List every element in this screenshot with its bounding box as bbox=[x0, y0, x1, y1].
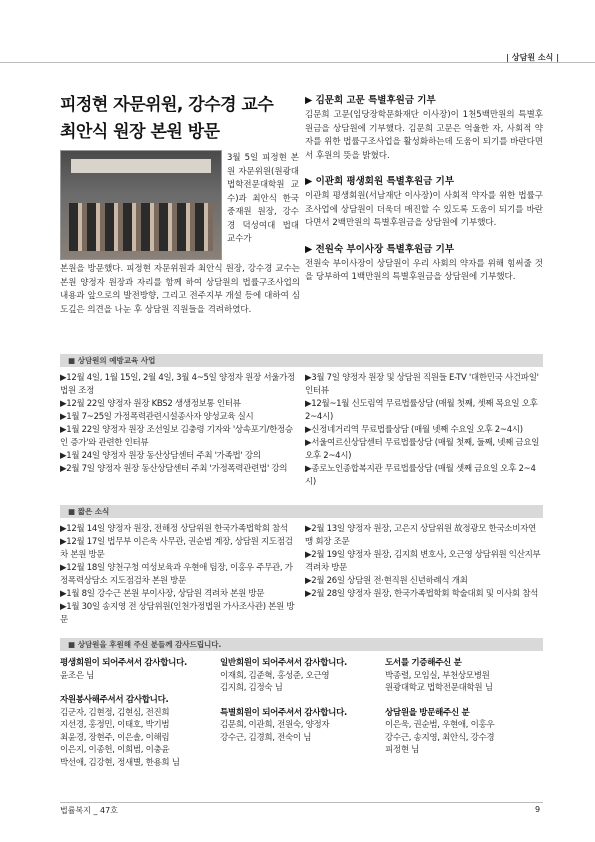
news-body: 이관희 평생회원(서남재단 이사장)이 사회적 약자를 위한 법률구조사업에 상담원이 더욱더 매진할 수 있도록 도움이 되기를 바란다면서 2백만원의 특별후원금을 상담원에 기부했다. bbox=[305, 191, 543, 228]
list-item: ▶1월 24일 양정자 원장 동산상담센터 주최 '가족법' 강의 bbox=[60, 451, 261, 461]
news-item bbox=[305, 173, 543, 231]
thanks-names: 윤조은 님 bbox=[60, 670, 95, 681]
section-label: ■ 짧은 소식 bbox=[68, 507, 110, 516]
section-label: ■ 상담원의 예방교육 사업 bbox=[68, 356, 156, 365]
news-item bbox=[305, 241, 543, 285]
list-item: ▶12월 18일 양천구청 여성보육과 우현애 팀장, 이홍우 주무관, 가정폭력상담소 지도점검차 본원 방문 bbox=[60, 563, 293, 586]
header-rule bbox=[0, 62, 595, 63]
thanks-col-3 bbox=[385, 657, 543, 757]
list-item: ▶2월 28일 양정자 원장, 한국가족법학회 학술대회 및 이사회 참석 bbox=[305, 589, 539, 599]
list-item: ▶12월 22일 양정자 원장 KBS2 생생정보통 인터뷰 bbox=[60, 399, 241, 409]
title-line-2: 최안식 원장 본원 방문 bbox=[60, 122, 220, 142]
news-heading: ▶ 김문희 고문 특별후원금 기부 bbox=[305, 95, 436, 106]
list-item: ▶12월 4일, 1월 15일, 2월 4일, 3월 4~5일 양정자 원장 서울가정법원 조정 bbox=[60, 373, 295, 396]
list-item: ▶종로노인종합복지관 무료법률상담 (매월 셋째 금요일 오후 2~4시) bbox=[305, 464, 536, 487]
lead-text-right: 3월 5일 피정현 본원 자문위원(원광대 법학전문대학원 교수)과 최안식 한국중재원 원장, 강수경 덕성여대 법대 교수가 bbox=[227, 153, 299, 244]
page-number: 9 bbox=[535, 805, 541, 814]
news-body: 전원숙 부이사장이 상담원이 우리 사회의 약자를 위해 힘써줄 것을 당부하여 1백만원의 특별후원금을 상담원에 기부했다. bbox=[305, 258, 543, 282]
thanks-names: 박선애, 김강현, 정새별, 한용희 님 bbox=[60, 757, 180, 768]
thanks-names: 김문희, 이관희, 전원숙, 양정자 bbox=[220, 720, 330, 730]
thanks-names: 이은욱, 권순범, 우현애, 이홍우 bbox=[385, 720, 495, 730]
edu-list-right bbox=[305, 372, 543, 489]
article-title bbox=[60, 92, 300, 146]
thanks-names: 피정현 님 bbox=[385, 745, 420, 755]
thanks-title: 특별회원이 되어주셔서 감사합니다. bbox=[220, 707, 347, 718]
thanks-names: 김지희, 김정숙 님 bbox=[220, 683, 283, 693]
footer-rule bbox=[60, 802, 543, 803]
list-item: ▶12월~1월 신도림역 무료법률상담 (매월 첫째, 셋째 목요일 오후 2~4시) bbox=[305, 399, 538, 422]
lead-text-bottom: 본원을 방문했다. 피정현 자문위원과 최안식 원장, 강수경 교수는 본원 양정자 원장과 자리를 함께 하여 상담원의 법률구조사업의 내용과 앞으로의 발전방향, 그리고 전주지부 개설 등에 대하여 심도깊은 의견을 나눈 후 상담원 직원들을 격려하였다. bbox=[60, 264, 300, 315]
thanks-title: 자원봉사해주셔서 감사합니다. bbox=[60, 695, 169, 705]
list-item: ▶서울여르신상담센터 무료법률상담 (매월 첫째, 둘째, 넷째 금요일 오후 2~4시) bbox=[305, 438, 540, 461]
thanks-names: 원광대학교 법학전문대학원 님 bbox=[385, 683, 493, 693]
section-band-thanks bbox=[60, 638, 543, 651]
edu-list-left bbox=[60, 372, 298, 476]
list-item: ▶12월 17일 법무부 이은욱 사무관, 권순범 계장, 상담원 지도점검차 본원 방문 bbox=[60, 537, 293, 560]
list-item: ▶2월 7일 양정자 원장 동산상담센터 주최 '가정폭력관련법' 강의 bbox=[60, 464, 288, 474]
thanks-names: 최윤경, 장현주, 이은솔, 이해림 bbox=[60, 732, 170, 743]
photo-people bbox=[69, 203, 213, 251]
title-line-1: 피정현 자문위원, 강수경 교수 bbox=[60, 95, 274, 115]
list-item: ▶2월 26일 상담원 전·현직원 신년하례식 개최 bbox=[305, 576, 468, 586]
news-body: 김문희 고문(임당장학문화재단 이사장)이 1천5백만원의 특별후원금을 상담원에 기부했다. 김문희 고문은 억울한 자, 사회적 약자를 위한 법률구조사업을 활성화하는데 도움이 되기를 바란다면서 후원의 뜻을 밝혔다. bbox=[305, 110, 543, 161]
section-band-education bbox=[60, 354, 543, 367]
news-heading: ▶ 전원숙 부이사장 특별후원금 기부 bbox=[305, 243, 455, 255]
section-band-news bbox=[60, 505, 543, 518]
thanks-title: 상담원을 방문해주신 분 bbox=[385, 707, 470, 718]
news-list-left bbox=[60, 523, 298, 627]
list-item: ▶2월 19일 양정자 원장, 김지희 변호사, 오근영 상담위원 익산지부 격려차 방문 bbox=[305, 550, 541, 573]
thanks-col-1 bbox=[60, 657, 215, 769]
thanks-names: 이은지, 이종헌, 이희범, 이충윤 bbox=[60, 745, 170, 755]
list-item: ▶3월 7일 양정자 원장 및 상담원 직원들 E-TV '대한민국 사건파일' 인터뷰 bbox=[305, 373, 539, 396]
news-list-right bbox=[305, 523, 543, 601]
list-item: ▶1월 30일 송지영 전 상담위원(인천가정법원 가사조사관) 본원 방문 bbox=[60, 602, 295, 625]
list-item: ▶신정네거리역 무료법률상담 (매월 넷째 수요일 오후 2~4시) bbox=[305, 425, 523, 435]
list-item: ▶2월 13일 양정자 원장, 고은지 상담위원 故정광모 한국소비자연맹 회장 조문 bbox=[305, 524, 536, 547]
footer-publication: 법률복지 _ 47호 bbox=[60, 806, 118, 815]
thanks-names: 강수근, 김경희, 전숙이 님 bbox=[220, 732, 312, 743]
section-tag: | 상담원 소식 | bbox=[506, 53, 559, 62]
thanks-title: 일반회원이 되어주셔서 감사합니다. bbox=[220, 658, 347, 668]
thanks-col-2 bbox=[220, 657, 380, 744]
photo-banner bbox=[71, 159, 211, 173]
news-item bbox=[305, 92, 543, 163]
list-item: ▶1월 8일 강수근 본원 부이사장, 상담원 격려차 본원 방문 bbox=[60, 589, 265, 599]
thanks-names: 박종렬, 모임실, 부천상모병원 bbox=[385, 670, 490, 681]
section-label: ■ 상담원을 후원해 주신 분들께 감사드립니다. bbox=[68, 640, 222, 649]
list-item: ▶1월 22일 양정자 원장 조선일보 김충령 기자와 '상속포기/한정승인 증가'와 관련한 인터뷰 bbox=[60, 425, 293, 448]
list-item: ▶1월 7~25일 가정폭력관련시설종사자 양성교육 실시 bbox=[60, 412, 254, 422]
thanks-title: 평생회원이 되어주셔서 감사합니다. bbox=[60, 658, 187, 668]
right-news-column bbox=[305, 92, 543, 295]
thanks-title: 도서를 기증해주신 분 bbox=[385, 658, 462, 668]
thanks-names: 강수근, 송지영, 최안식, 강수경 bbox=[385, 732, 495, 743]
group-photo bbox=[60, 150, 222, 260]
list-item: ▶12월 14일 양정자 원장, 전해정 상담위원 한국가족법학회 참석 bbox=[60, 524, 288, 534]
thanks-names: 지선경, 홍정민, 이태호, 박기범 bbox=[60, 720, 170, 730]
thanks-names: 김군자, 김현정, 김현심, 전진희 bbox=[60, 707, 170, 718]
news-heading: ▶ 이관희 평생회원 특별후원금 기부 bbox=[305, 176, 455, 187]
thanks-names: 이재희, 김준혁, 홍성준, 오근영 bbox=[220, 670, 330, 681]
